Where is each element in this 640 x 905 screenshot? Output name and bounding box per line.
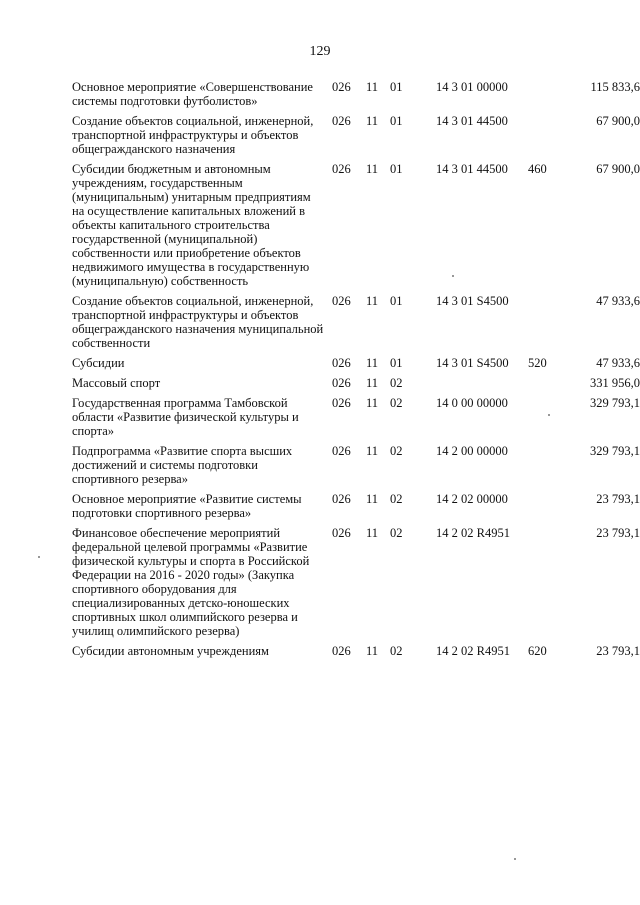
row-subsection-code: 01	[390, 294, 403, 308]
row-sum: 67 900,0	[596, 162, 640, 176]
row-name: Массовый спорт	[72, 376, 161, 390]
row-gr-code: 026	[332, 356, 351, 370]
row-target-article: 14 3 01 S4500	[436, 356, 509, 370]
row-expense-type	[528, 492, 574, 526]
row-gr-code: 026	[332, 492, 351, 506]
row-section-code: 11	[366, 444, 379, 458]
row-gr-code: 026	[332, 80, 351, 94]
budget-table	[72, 80, 640, 664]
row-expense-type: 460	[528, 162, 547, 176]
row-sum: 331 956,0	[590, 376, 640, 390]
table-row	[72, 492, 640, 526]
row-expense-type: 620	[528, 644, 547, 658]
row-name: Создание объектов социальной, инженерной, транспортной инфраструктуры и объектов общегражданского назначения	[72, 114, 314, 156]
row-sum: 67 900,0	[596, 114, 640, 128]
row-gr-code: 026	[332, 444, 351, 458]
row-subsection-code: 02	[390, 444, 403, 458]
row-name: Государственная программа Тамбовской области «Развитие физической культуры и спорта»	[72, 396, 299, 438]
row-expense-type	[528, 526, 574, 644]
table-row	[72, 396, 640, 444]
row-sum: 329 793,1	[590, 396, 640, 410]
row-expense-type	[528, 444, 574, 492]
table-row	[72, 444, 640, 492]
row-gr-code: 026	[332, 396, 351, 410]
row-name: Субсидии автономным учреждениям	[72, 644, 269, 658]
row-section-code: 11	[366, 294, 379, 308]
row-target-article: 14 2 02 R4951	[436, 644, 510, 658]
row-section-code: 11	[366, 356, 379, 370]
row-target-article	[436, 376, 528, 396]
row-subsection-code: 02	[390, 376, 403, 390]
row-subsection-code: 01	[390, 80, 403, 94]
row-sum: 47 933,6	[596, 294, 640, 308]
row-sum: 47 933,6	[596, 356, 640, 370]
row-gr-code: 026	[332, 376, 351, 390]
scan-speck	[548, 414, 550, 416]
row-section-code: 11	[366, 492, 379, 506]
row-target-article: 14 2 00 00000	[436, 444, 508, 458]
scan-speck	[514, 858, 516, 860]
table-row	[72, 162, 640, 294]
row-name: Основное мероприятие «Совершенствование системы подготовки футболистов»	[72, 80, 313, 108]
row-name: Создание объектов социальной, инженерной, транспортной инфраструктуры и объектов общегражданского назначения муниципальной собственности	[72, 294, 324, 350]
row-target-article: 14 3 01 00000	[436, 80, 508, 94]
row-name: Субсидии	[72, 356, 125, 370]
page-number: 129	[309, 44, 331, 59]
row-sum: 115 833,6	[590, 80, 640, 94]
scan-speck	[452, 275, 454, 277]
row-gr-code: 026	[332, 526, 351, 540]
row-gr-code: 026	[332, 162, 351, 176]
row-subsection-code: 01	[390, 356, 403, 370]
row-target-article: 14 2 02 R4951	[436, 526, 510, 540]
table-row	[72, 294, 640, 356]
row-name: Субсидии бюджетным и автономным учреждениям, государственным (муниципальным) унитарным предприятиям на осуществление капитальных вложений в объекты капитального строительства государственной (муниципальной) собственности или приобретение объектов недвижимого имущества в государственную (муниципальную) собственность	[72, 162, 311, 288]
row-name: Финансовое обеспечение мероприятий федеральной целевой программы «Развитие физической культуры и спорта в Российской Федерации на 2016 - 2020 годы» (Закупка спортивного оборудования для специализированных детско-юношеских спортивных школ олимпийского резерва и училищ олимпийского резерва)	[72, 526, 310, 638]
row-gr-code: 026	[332, 114, 351, 128]
row-subsection-code: 02	[390, 492, 403, 506]
row-section-code: 11	[366, 526, 379, 540]
row-subsection-code: 01	[390, 162, 403, 176]
table-row	[72, 114, 640, 162]
row-section-code: 11	[366, 644, 379, 658]
scan-speck	[38, 556, 40, 558]
row-sum: 23 793,1	[596, 492, 640, 506]
row-expense-type	[528, 80, 574, 114]
row-subsection-code: 02	[390, 526, 403, 540]
table-row	[72, 526, 640, 644]
row-expense-type	[528, 294, 574, 356]
row-gr-code: 026	[332, 644, 351, 658]
row-subsection-code: 02	[390, 644, 403, 658]
row-name: Подпрограмма «Развитие спорта высших достижений и системы подготовки спортивного резерва»	[72, 444, 293, 486]
row-section-code: 11	[366, 114, 379, 128]
table-row	[72, 80, 640, 114]
row-section-code: 11	[366, 162, 379, 176]
row-target-article: 14 3 01 S4500	[436, 294, 509, 308]
row-target-article: 14 0 00 00000	[436, 396, 508, 410]
row-sum: 329 793,1	[590, 444, 640, 458]
row-target-article: 14 3 01 44500	[436, 114, 508, 128]
row-expense-type	[528, 114, 574, 162]
row-target-article: 14 3 01 44500	[436, 162, 508, 176]
row-sum: 23 793,1	[596, 644, 640, 658]
budget-table-body	[72, 80, 640, 664]
row-section-code: 11	[366, 80, 379, 94]
row-gr-code: 026	[332, 294, 351, 308]
row-expense-type: 520	[528, 356, 547, 370]
row-sum: 23 793,1	[596, 526, 640, 540]
row-section-code: 11	[366, 396, 379, 410]
row-subsection-code: 02	[390, 396, 403, 410]
table-row	[72, 356, 640, 376]
table-row	[72, 376, 640, 396]
row-name: Основное мероприятие «Развитие системы подготовки спортивного резерва»	[72, 492, 302, 520]
table-row	[72, 644, 640, 664]
row-expense-type	[528, 376, 574, 396]
row-subsection-code: 01	[390, 114, 403, 128]
row-section-code: 11	[366, 376, 379, 390]
row-target-article: 14 2 02 00000	[436, 492, 508, 506]
row-expense-type	[528, 396, 574, 444]
